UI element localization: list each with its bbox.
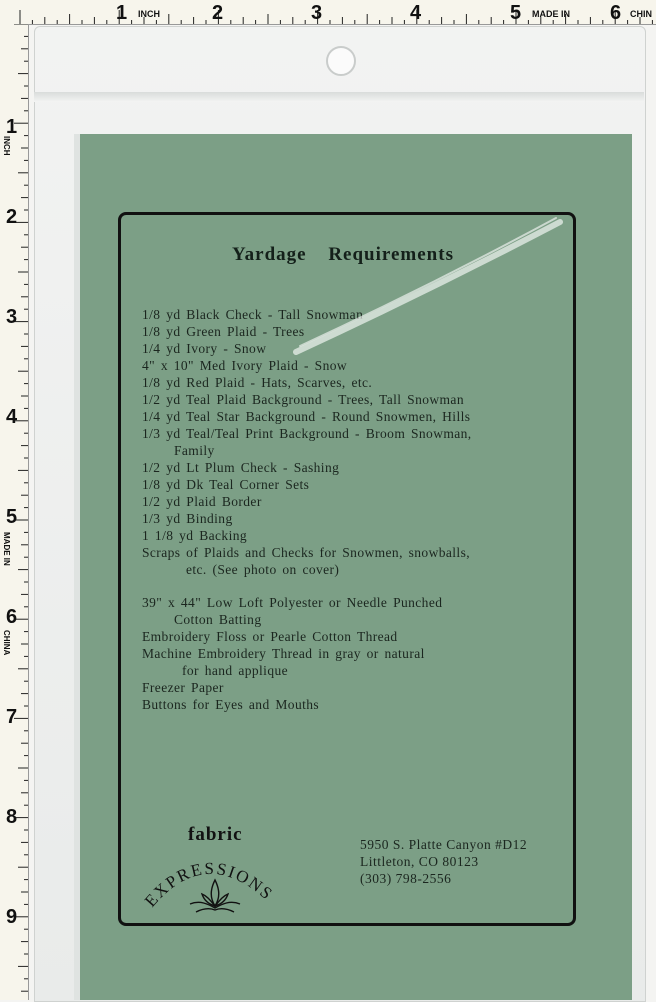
list-item: Buttons for Eyes and Mouths: [142, 697, 320, 712]
list-item: Embroidery Floss or Pearle Cotton Thread: [142, 629, 398, 644]
list-item: 1/3 yd Binding: [142, 511, 233, 526]
ruler-number: 7: [6, 706, 18, 728]
ruler-label: MADE IN: [532, 9, 570, 19]
ruler-label: INCH: [2, 136, 11, 156]
page-title: Yardage Requirements: [232, 244, 454, 265]
list-item: Freezer Paper: [142, 680, 224, 695]
list-item: 1/2 yd Teal Plaid Background - Trees, Tall Snowman: [142, 392, 464, 407]
address-block: [360, 836, 527, 887]
address-street: 5950 S. Platte Canyon #D12: [360, 837, 528, 852]
address-city: Littleton, CO 80123: [360, 854, 479, 869]
logo-arc-text: EXPRESSIONS: [140, 858, 278, 911]
list-item: for hand applique: [182, 663, 289, 678]
ruler-number: 5: [6, 506, 18, 528]
ruler-number: 5: [510, 2, 522, 24]
list-item: 1 1/8 yd Backing: [142, 528, 248, 543]
lotus-icon: [190, 880, 240, 912]
list-item: Family: [174, 443, 215, 458]
list-item: 39" x 44" Low Loft Polyester or Needle Punched: [142, 595, 443, 610]
list-item: Machine Embroidery Thread in gray or natural: [142, 646, 425, 661]
ruler-number: 3: [311, 2, 323, 24]
ruler-label: MADE IN: [2, 532, 11, 566]
address-phone: (303) 798-2556: [360, 871, 452, 886]
materials-list: [142, 306, 562, 713]
ruler-number: 1: [116, 2, 128, 24]
ruler-number: 6: [610, 2, 622, 24]
ruler-number: 4: [6, 406, 18, 428]
list-item: 1/3 yd Teal/Teal Print Background - Broom Snowman,: [142, 426, 472, 441]
bag-seal: [34, 92, 644, 102]
list-gap: [142, 578, 562, 594]
list-item: Cotton Batting: [174, 612, 262, 627]
ruler-number: 3: [6, 306, 18, 328]
top-ruler: [0, 0, 656, 25]
list-item: 1/2 yd Plaid Border: [142, 494, 262, 509]
list-item: 1/8 yd Green Plaid - Trees: [142, 324, 305, 339]
ruler-number: 2: [212, 2, 224, 24]
list-item: etc. (See photo on cover): [186, 562, 340, 577]
list-item: 1/8 yd Black Check - Tall Snowman: [142, 307, 364, 322]
ruler-number: 8: [6, 806, 18, 828]
ruler-label: CHIN: [630, 9, 652, 19]
ruler-label: INCH: [138, 9, 160, 19]
ruler-number: 1: [6, 116, 18, 138]
list-item: 1/4 yd Ivory - Snow: [142, 341, 267, 356]
logo-word-fabric: fabric: [188, 824, 243, 845]
ruler-number: 2: [6, 206, 18, 228]
list-item: 1/4 yd Teal Star Background - Round Snowmen, Hills: [142, 409, 471, 424]
list-item: 4" x 10" Med Ivory Plaid - Snow: [142, 358, 348, 373]
hang-hole: [326, 46, 356, 76]
list-item: 1/8 yd Dk Teal Corner Sets: [142, 477, 310, 492]
ruler-number: 9: [6, 906, 18, 928]
list-item: 1/8 yd Red Plaid - Hats, Scarves, etc.: [142, 375, 373, 390]
fabric-expressions-logo: [140, 842, 290, 922]
ruler-number: 6: [6, 606, 18, 628]
list-item: 1/2 yd Lt Plum Check - Sashing: [142, 460, 340, 475]
ruler-label: CHINA: [2, 630, 11, 656]
list-item: Scraps of Plaids and Checks for Snowmen, snowballs,: [142, 545, 470, 560]
left-ruler: [0, 24, 29, 1000]
ruler-number: 4: [410, 2, 422, 24]
